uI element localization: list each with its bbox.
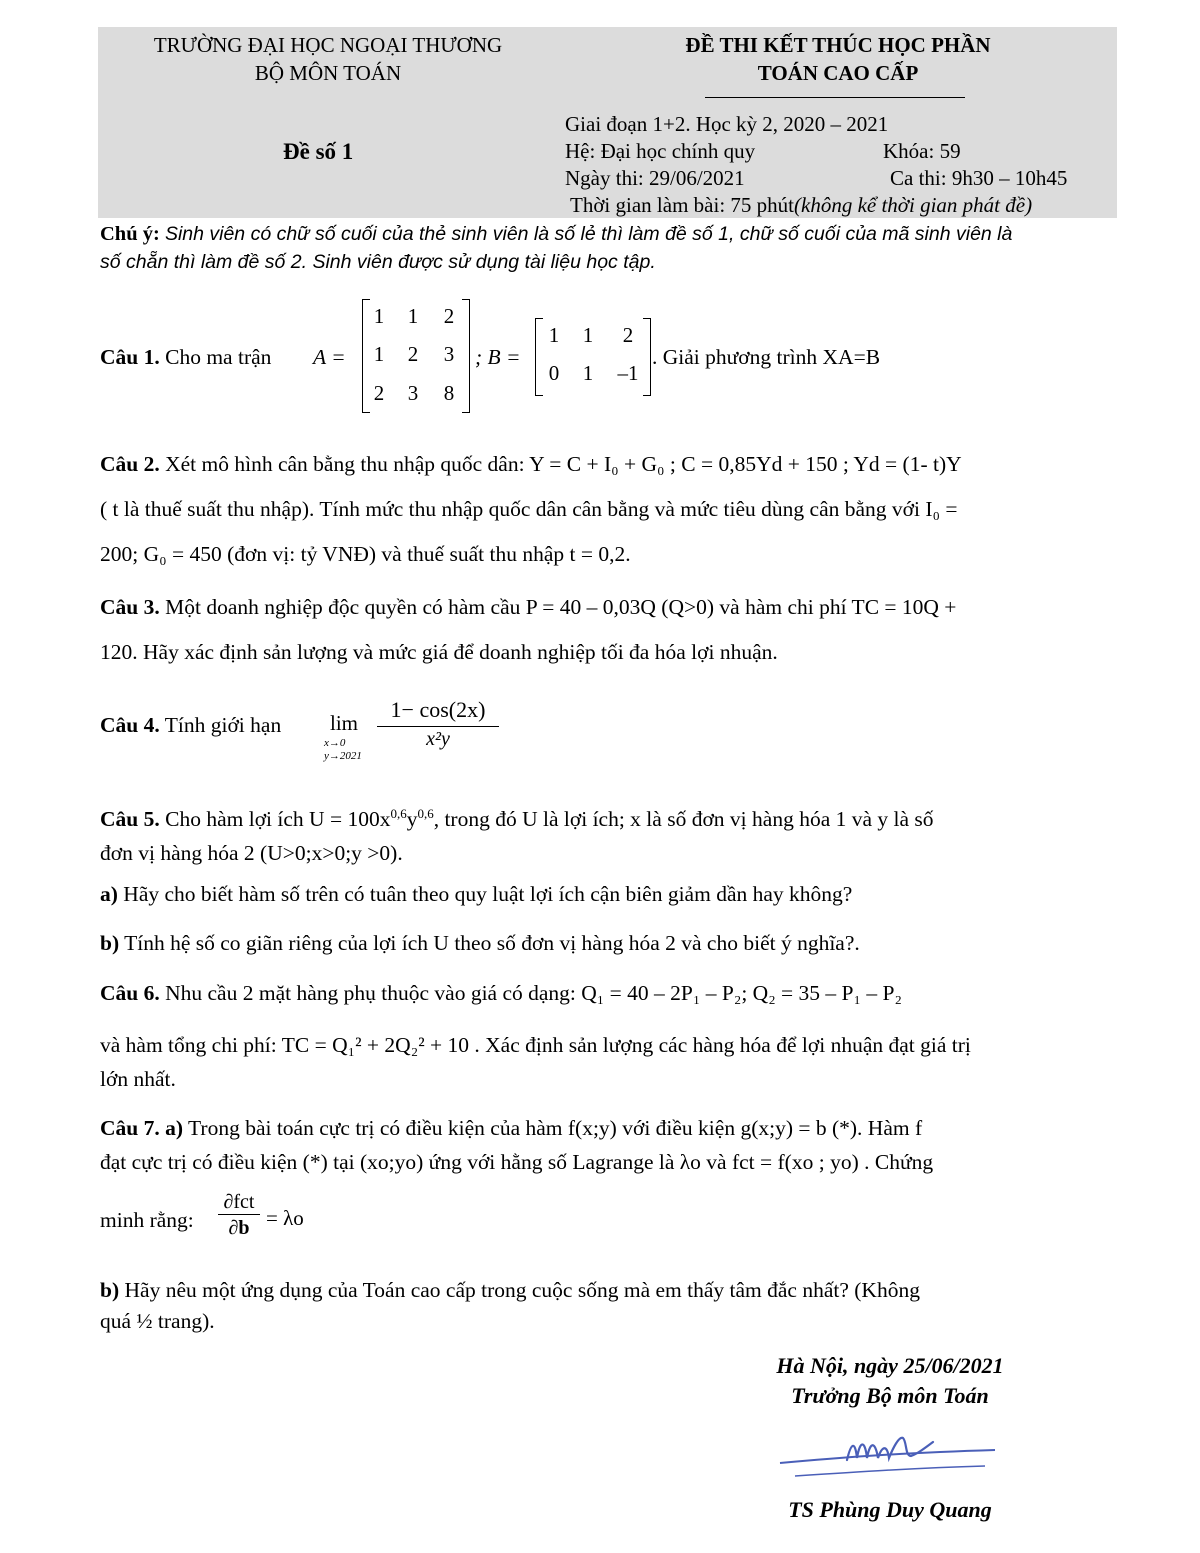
question-5-label: Câu 5. <box>100 807 160 832</box>
exam-title: ĐỀ THI KẾT THÚC HỌC PHẦN <box>685 33 991 57</box>
matrix-b-right-bracket <box>643 318 651 396</box>
question-1-intro <box>100 343 271 372</box>
question-6-line-1: Nhu cầu 2 mặt hàng phụ thuộc vào giá có dạng: Q₁ = 40 – 2P₁ – P₂; Q₂ = 35 – P₁ – P₂ <box>165 981 902 1005</box>
question-6-line-1-row <box>100 979 1120 1008</box>
question-7-line-1: Trong bài toán cực trị có điều kiện của hàm f(x;y) với điều kiện g(x;y) = b (*). Hàm f <box>188 1116 923 1140</box>
exam-note <box>100 220 1120 276</box>
department-name: BỘ MÔN TOÁN <box>254 61 402 85</box>
matrix-cell: 3 <box>443 342 455 366</box>
question-7-line-3: minh rằng: <box>100 1208 194 1232</box>
matrix-cell: 2 <box>373 381 385 405</box>
question-5 <box>100 797 1120 870</box>
matrix-a <box>362 299 470 413</box>
question-5-line-1c: , trong đó U là lợi ích; x là số đơn vị hàng hóa 1 và y là số <box>433 807 934 832</box>
matrix-cell: 1 <box>407 304 419 328</box>
derivative-denominator: ∂b <box>228 1217 250 1239</box>
note-label: Chú ý: <box>100 223 160 245</box>
note-text-2: số chẵn thì làm đề số 2. Sinh viên được sử dụng tài liệu học tập. <box>100 251 656 273</box>
matrix-cell: –1 <box>617 361 639 385</box>
question-6-rest <box>100 1028 1120 1096</box>
handwritten-signature <box>775 1428 1005 1488</box>
question-5b <box>100 929 1120 958</box>
limit-denominator: x²y <box>426 728 450 750</box>
limit-subscript <box>324 737 362 763</box>
exam-number: Đề số 1 <box>283 139 354 164</box>
matrix-cell: 0 <box>548 361 560 385</box>
signer-role: Trưởng Bộ môn Toán <box>791 1383 989 1408</box>
derivative-fraction <box>218 1190 260 1241</box>
question-2-line-3: 200; G₀ = 450 (đơn vị: tỷ VNĐ) và thuế suất thu nhập t = 0,2. <box>100 542 631 566</box>
matrix-b <box>535 318 651 396</box>
matrix-a-name: A = <box>313 345 346 369</box>
question-4-label: Câu 4. <box>100 713 160 737</box>
matrix-b-name: ; B = <box>475 345 521 369</box>
question-7b <box>100 1275 1120 1337</box>
question-5a <box>100 880 1120 909</box>
question-1-text: Cho ma trận <box>165 345 272 369</box>
question-5b-label: b) <box>100 931 120 955</box>
question-3-line-1: Một doanh nghiệp độc quyền có hàm cầu P = 40 – 0,03Q (Q>0) và hàm chi phí TC = 10Q + <box>165 595 957 619</box>
matrix-cell: 8 <box>443 381 455 405</box>
question-4-intro <box>100 711 281 740</box>
exam-period: Giai đoạn 1+2. Học kỳ 2, 2020 – 2021 <box>565 112 889 136</box>
duration-note: (không kể thời gian phát đề) <box>794 193 1033 217</box>
question-3-label: Câu 3. <box>100 595 160 619</box>
question-6-label: Câu 6. <box>100 981 160 1005</box>
limit-fraction <box>377 697 499 751</box>
question-1-label: Câu 1. <box>100 345 160 369</box>
place-date: Hà Nội, ngày 25/06/2021 <box>776 1353 1004 1378</box>
matrix-cell: 2 <box>443 304 455 328</box>
exponent-y: 0,6 <box>417 806 434 821</box>
signer-name: TS Phùng Duy Quang <box>788 1497 992 1522</box>
exam-duration <box>570 192 1032 219</box>
question-2 <box>100 442 1120 577</box>
question-7b-line-2: quá ½ trang). <box>100 1309 215 1333</box>
question-2-line-1: Xét mô hình cân bằng thu nhập quốc dân: Y = C + I₀ + G₀ ; C = 0,85Yd + 150 ; Yd = (1- t)Y <box>165 452 962 476</box>
matrix-cell: 1 <box>582 361 594 385</box>
question-7a <box>100 1111 1120 1179</box>
question-1-task: . Giải phương trình XA=B <box>652 345 881 369</box>
title-underline <box>705 97 965 98</box>
question-5a-label: a) <box>100 882 118 906</box>
limit-subscript-y: y→2021 <box>324 750 362 762</box>
question-7a-label: a) <box>165 1116 184 1140</box>
question-7b-label: b) <box>100 1278 120 1302</box>
question-3 <box>100 585 1120 675</box>
cohort: Khóa: 59 <box>883 139 961 163</box>
derivative-rhs: = λo <box>266 1206 304 1230</box>
question-3-line-2: 120. Hãy xác định sản lượng và mức giá để doanh nghiệp tối đa hóa lợi nhuận. <box>100 640 778 664</box>
exam-session: Ca thi: 9h30 – 10h45 <box>890 166 1068 190</box>
duration-text: Thời gian làm bài: 75 phút <box>570 193 794 217</box>
matrix-cell: 1 <box>373 304 385 328</box>
question-4-text: Tính giới hạn <box>164 713 282 737</box>
note-text-1: Sinh viên có chữ số cuối của thẻ sinh viên là số lẻ thì làm đề số 1, chữ số cuối của mã sinh viên là <box>164 223 1013 245</box>
exam-header <box>98 27 1117 218</box>
question-6-line-3: lớn nhất. <box>100 1067 176 1091</box>
question-5-line-1b: y <box>406 807 418 832</box>
exponent-x: 0,6 <box>390 806 407 821</box>
derivative-numerator: ∂fct <box>223 1191 255 1213</box>
question-2-line-2: ( t là thuế suất thu nhập). Tính mức thu nhập quốc dân cân bằng và mức tiêu dùng cân bằng với I₀ = <box>100 497 958 521</box>
question-6-line-2: và hàm tổng chi phí: TC = Q₁² + 2Q₂² + 10 . Xác định sản lượng các hàng hóa để lợi nhuận đạt giá trị <box>100 1033 971 1057</box>
matrix-cell: 2 <box>622 323 634 347</box>
question-5-line-2: đơn vị hàng hóa 2 (U>0;x>0;y >0). <box>100 841 403 866</box>
course-name: TOÁN CAO CẤP <box>757 61 919 85</box>
matrix-cell: 1 <box>582 323 594 347</box>
question-5a-text: Hãy cho biết hàm số trên có tuân theo quy luật lợi ích cận biên giảm dần hay không? <box>123 882 853 906</box>
matrix-cell: 1 <box>373 342 385 366</box>
institution-block <box>98 31 558 87</box>
question-5-line-1a: Cho hàm lợi ích U = 100x <box>165 807 391 832</box>
matrix-cell: 2 <box>407 342 419 366</box>
question-7-label: Câu 7. <box>100 1116 160 1140</box>
question-7-line-2: đạt cực trị có điều kiện (*) tại (xo;yo) ứng với hằng số Lagrange là λo và fct = f(xo ; yo) . Chứng <box>100 1150 934 1174</box>
question-5b-text: Tính hệ số co giãn riêng của lợi ích U theo số đơn vị hàng hóa 2 và cho biết ý nghĩa?. <box>124 931 860 955</box>
limit-subscript-x: x→0 <box>324 737 346 749</box>
study-system: Hệ: Đại học chính quy <box>565 139 756 163</box>
limit-numerator: 1− cos(2x) <box>390 697 486 722</box>
question-2-label: Câu 2. <box>100 452 160 476</box>
university-name: TRƯỜNG ĐẠI HỌC NGOẠI THƯƠNG <box>153 33 503 57</box>
limit-operator: lim <box>330 711 359 735</box>
matrix-cell: 1 <box>548 323 560 347</box>
question-7b-line-1: Hãy nêu một ứng dụng của Toán cao cấp trong cuộc sống mà em thấy tâm đắc nhất? (Không <box>124 1278 920 1302</box>
matrix-cell: 3 <box>407 381 419 405</box>
exam-title-block <box>568 31 1108 87</box>
exam-date: Ngày thi: 29/06/2021 <box>565 166 745 190</box>
